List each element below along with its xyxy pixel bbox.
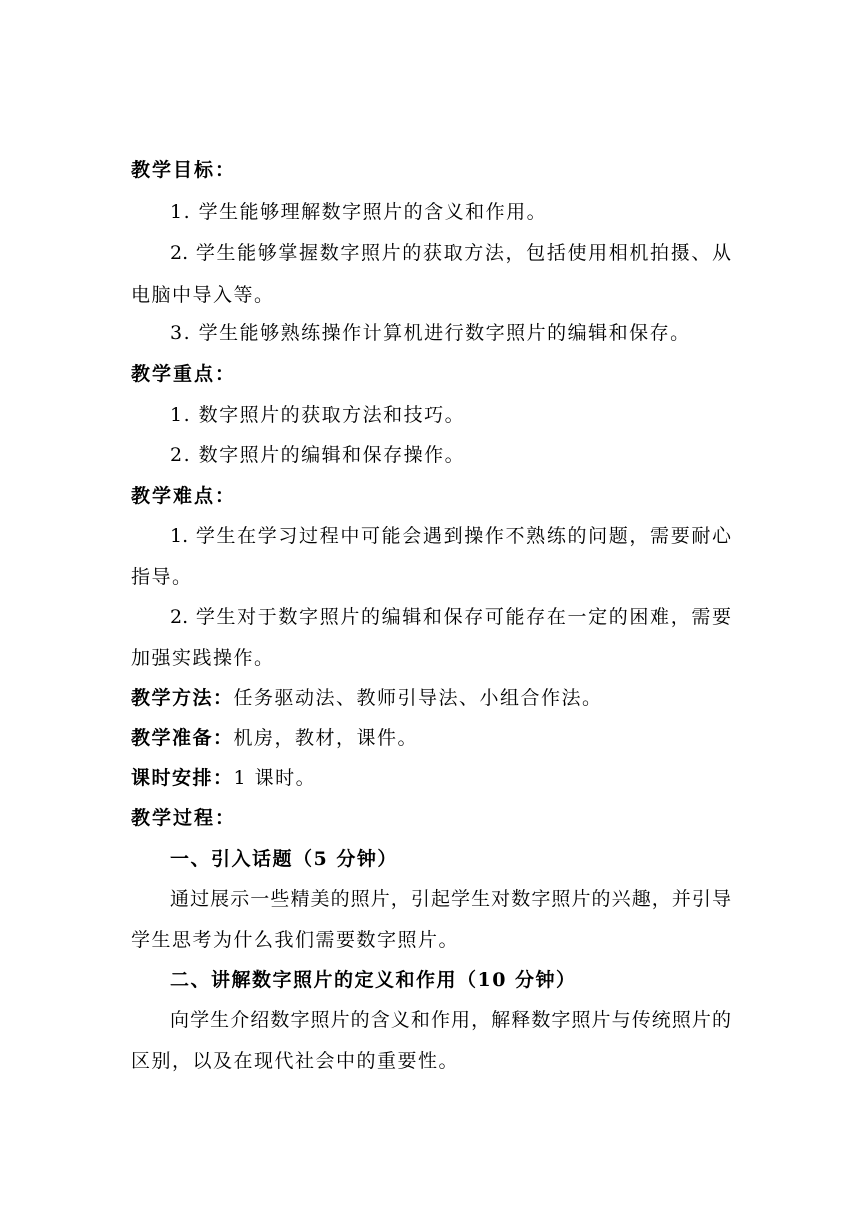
methods-value: 任务驱动法、教师引导法、小组合作法。 [233, 687, 603, 709]
process-step2-line1: 向学生介绍数字照片的含义和作用，解释数字照片与传统照片的 [170, 1009, 731, 1031]
preparation-label: 教学准备： [131, 727, 234, 749]
difficulty-item-1: 1. 学生在学习过程中可能会遇到操作不熟练的问题，需要耐心 [170, 525, 731, 547]
schedule-label: 课时安排： [131, 767, 234, 789]
difficulty-item-1-cont: 指导。 [131, 566, 193, 588]
process-step1-title: 一、引入话题（5 分钟） [170, 848, 398, 870]
schedule-line [131, 766, 316, 790]
objective-item-3: 3. 学生能够熟练操作计算机进行数字照片的编辑和保存。 [170, 322, 691, 344]
process-step2-title: 二、讲解数字照片的定义和作用（10 分钟） [170, 969, 577, 991]
difficulty-item-2-cont: 加强实践操作。 [131, 647, 275, 669]
key-point-item-2: 2. 数字照片的编辑和保存操作。 [170, 444, 466, 466]
process-step1-line2: 学生思考为什么我们需要数字照片。 [131, 929, 460, 951]
preparation-line [131, 726, 418, 750]
preparation-value: 机房，教材，课件。 [233, 727, 419, 749]
objective-item-1: 1. 学生能够理解数字照片的含义和作用。 [170, 201, 548, 223]
difficulty-item-2: 2. 学生对于数字照片的编辑和保存可能存在一定的困难，需要 [170, 606, 731, 628]
schedule-value: 1 课时。 [233, 767, 317, 789]
key-point-item-1: 1. 数字照片的获取方法和技巧。 [170, 404, 466, 426]
objectives-heading: 教学目标： [131, 159, 237, 181]
process-heading: 教学过程： [131, 807, 237, 829]
difficulties-heading: 教学难点： [131, 485, 237, 507]
objective-item-2: 2. 学生能够掌握数字照片的获取方法，包括使用相机拍摄、从 [170, 242, 731, 264]
process-step1-line1: 通过展示一些精美的照片，引起学生对数字照片的兴趣，并引导 [170, 888, 731, 910]
objective-item-2-cont: 电脑中导入等。 [131, 284, 275, 306]
methods-label: 教学方法： [131, 687, 234, 709]
process-step2-line2: 区别，以及在现代社会中的重要性。 [131, 1050, 460, 1072]
methods-line [131, 686, 603, 710]
key-points-heading: 教学重点： [131, 363, 237, 385]
